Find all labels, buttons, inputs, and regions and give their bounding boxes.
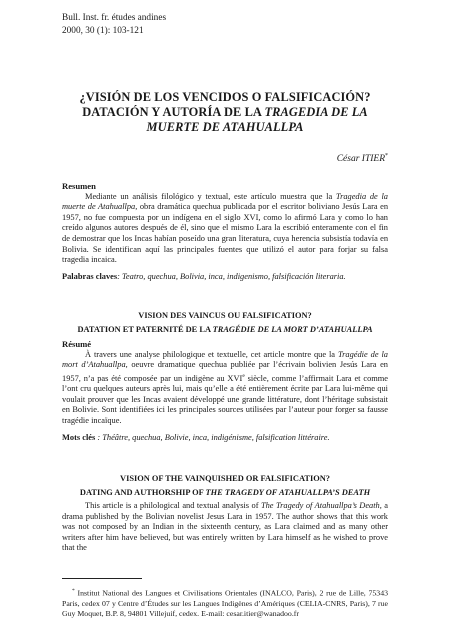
journal-volume: 2000, 30 (1): 103-121 <box>62 25 144 36</box>
title-line-3: MUERTE DE ATAHUALLPA <box>146 120 304 134</box>
abstract-es-body: Mediante un análisis filológico y textual, este artículo muestra que la Tragedia de la muerte de Atahuallpa, obra dramática quechua publicada por el escritor boliviano Jesús Lara en 1957, no fue compuesta por un indígena en el siglo XVI, como lo afirmó Lara y como lo han creído algunos autores después de él, sino que el mismo Lara la escribió enteramente con el fin de demostrar que los Incas habían poseído una gran literatura, cuya herencia subsistía todavía en Bolivia. Se identifican aquí las principales fuentes que utilizó el autor para forjar su falsa tragedia incaica. <box>62 191 389 265</box>
title-line-2: DATACIÓN Y AUTORÍA DE LA TRAGEDIA DE LA <box>82 105 368 119</box>
author-footnote-mark: * <box>385 153 388 159</box>
author-affiliation-footnote: * Institut National des Langues et Civilisations Orientales (INALCO, Paris), 2 rue de Lille, 75343 Paris, cedex 07 y Centre d’Études sur les Langues Indigènes d’Amériques (CELIA-CNRS, Paris), 7 rue Guy Moquet, B.P. 8, 94801 Villejuif, cedex. E-mail: cesar.itier@wanadoo.fr <box>62 588 388 618</box>
title-fr <box>50 310 400 335</box>
abstract-fr-heading: Résumé <box>62 339 92 349</box>
abstract-es-heading: Resumen <box>62 181 96 191</box>
keywords-fr: Mots clés : Théâtre, quechua, Bolivie, inca, indigénisme, falsification littéraire. <box>62 432 330 442</box>
title-fr-line-2: DATATION ET PATERNITÉ DE LA TRAGÉDIE DE LA MORT D’ATAHUALLPA <box>77 325 373 334</box>
abstract-es <box>62 181 388 282</box>
journal-header <box>62 12 166 37</box>
title-line-1: ¿VISIÓN DE LOS VENCIDOS O FALSIFICACIÓN? <box>79 90 371 104</box>
footnote-divider <box>62 578 142 579</box>
keywords-es: Palabras claves: Teatro, quechua, Bolivia, inca, indigenismo, falsificación literaria. <box>62 271 346 281</box>
abstract-fr-body: À travers une analyse philologique et textuelle, cet article montre que la Tragédie de la mort d’Atahuallpa, oeuvre dramatique quechua publiée par l’écrivain bolivien Jesús Lara en 1957, n’a pas été composée par un indigène au XVIe siècle, comme l’affirmait Lara et comme l’ont cru quelques auteurs après lui, mais qu’elle a été entièrement écrite par Lara lui-même qui voulait prouver que les Incas avaient développé une grande littérature, dont l’héritage subsistait en Bolivie. Sont identifiées ici les principales sources utilisées par l’auteur pour forger sa fausse tragédie incaïque. <box>62 349 388 425</box>
footnote-mark: * <box>72 588 75 594</box>
title-en-line-2: DATING AND AUTHORSHIP OF THE TRAGEDY OF ATAHUALLPA’S DEATH <box>79 488 371 497</box>
author-name: César ITIER* <box>336 153 388 165</box>
title-fr-line-1: VISION DES VAINCUS OU FALSIFICATION? <box>138 311 312 320</box>
journal-name: Bull. Inst. fr. études andines <box>62 13 167 23</box>
abstract-en-body: This article is a philological and textual analysis of The Tragedy of Atahuallpa’s Death, a drama published by the Bolivian novelist Jesus Lara in 1957. The author shows that this work was not composed by an Indian in the sixteenth century, as Lara claimed and as many other writers after him have believed, but was entirely written by Lara himself as he wished to prove that the <box>62 501 388 553</box>
abstract-en <box>62 501 388 554</box>
title-en-line-1: VISION OF THE VAINQUISHED OR FALSIFICATION? <box>120 474 330 483</box>
article-title <box>50 90 400 135</box>
abstract-fr <box>62 339 388 443</box>
title-en <box>50 473 400 498</box>
